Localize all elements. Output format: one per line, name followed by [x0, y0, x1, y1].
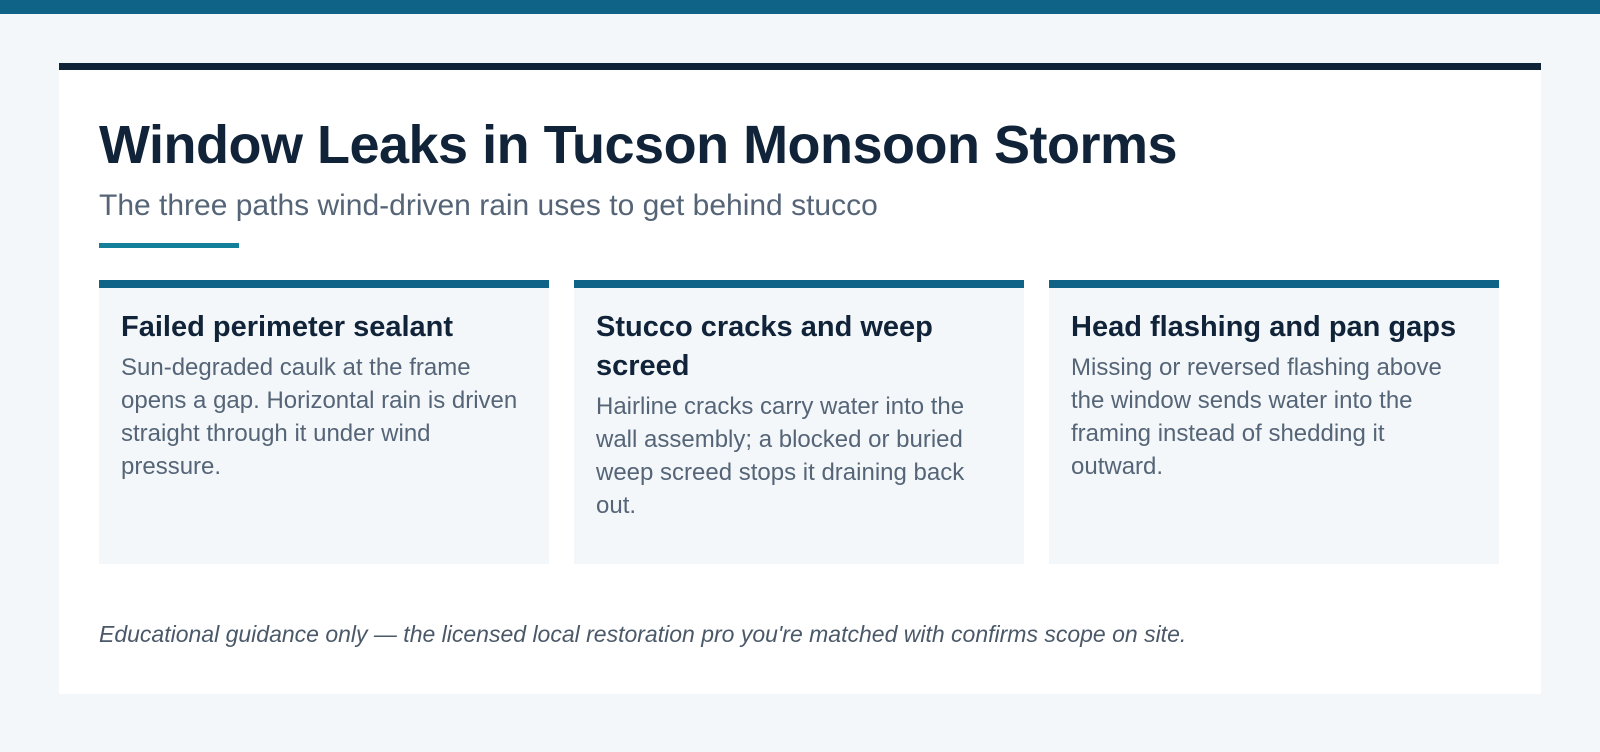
leak-path-description: Missing or reversed flashing above the window sends water into the framing instead of shedding it outward. [1071, 354, 1442, 480]
top-brand-bar [0, 0, 1600, 14]
leak-path-card-flashing [1049, 280, 1499, 564]
page-subtitle: The three paths wind-driven rain uses to get behind stucco [99, 189, 878, 222]
leak-path-card-stucco [574, 280, 1024, 564]
leak-path-description: Sun-degraded caulk at the frame opens a gap. Horizontal rain is driven straight through it under wind pressure. [121, 354, 518, 480]
leak-path-card-sealant [99, 280, 549, 564]
leak-path-heading: Head flashing and pan gaps [1071, 311, 1457, 343]
leak-path-description: Hairline cracks carry water into the wall assembly; a blocked or buried weep screed stops it draining back out. [596, 393, 965, 519]
leak-path-heading: Stucco cracks and weep screed [596, 311, 933, 382]
leak-path-heading: Failed perimeter sealant [121, 311, 454, 343]
content-card [59, 63, 1541, 694]
disclaimer-note: Educational guidance only — the licensed local restoration pro you're matched with confirms scope on site. [99, 621, 1187, 647]
accent-divider [99, 243, 239, 248]
page-title: Window Leaks in Tucson Monsoon Storms [99, 115, 1178, 175]
